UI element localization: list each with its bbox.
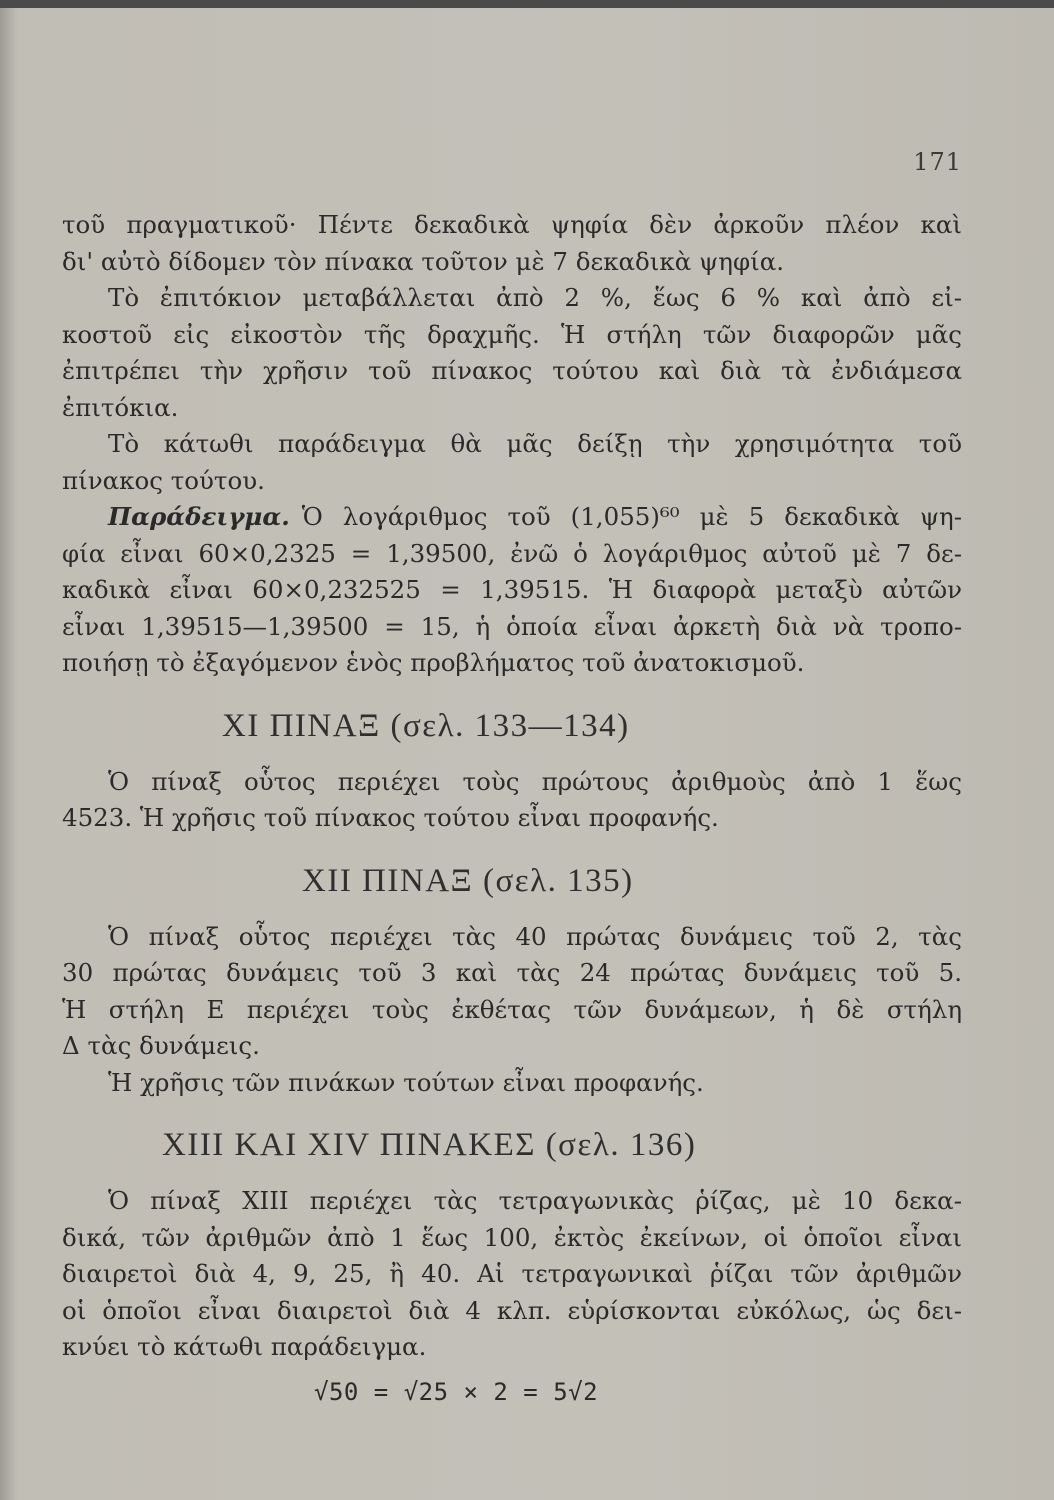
text-line: πίνακος τούτου. (62, 465, 265, 495)
page-body (62, 207, 962, 1410)
text-line: δι' αὐτὸ δίδομεν τὸν πίνακα τοῦτον μὲ 7 δεκαδικὰ ψηφία. (62, 246, 785, 276)
text-line: 30 πρώτας δυνάμεις τοῦ 3 καὶ τὰς 24 πρώτας δυνάμεις τοῦ 5. (62, 958, 962, 987)
text-line: φία εἶναι 60×0,2325 = 1,39500, ἐνῶ ὁ λογάριθμος αὐτοῦ μὲ 7 δε- (62, 538, 962, 568)
text-line: διαιρετοὶ διὰ 4, 9, 25, ἢ 40. Αἱ τετραγωνικαὶ ῥίζαι τῶν ἀριθμῶν (62, 1259, 962, 1288)
text-line: Ὁ πίναξ οὗτος περιέχει τοὺς πρώτους ἀριθμοὺς ἀπὸ 1 ἕως (108, 766, 962, 796)
text-line: Ἡ χρῆσις τῶν πινάκων τούτων εἶναι προφανής. (108, 1067, 704, 1097)
paragraph-3 (62, 426, 962, 499)
section-heading-xi: XI ΠΙΝΑΞ (σελ. 133—134) (222, 707, 630, 744)
page-number: 171 (913, 148, 962, 176)
section-heading-xii: XII ΠΙΝΑΞ (σελ. 135) (302, 862, 634, 899)
text-line: Τὸ ἐπιτόκιον μεταβάλλεται ἀπὸ 2 %, ἕως 6 % καὶ ἀπὸ εἰ- (108, 283, 962, 312)
paragraph-xiii (62, 1183, 962, 1366)
example-label: Παράδειγμα. (108, 502, 290, 531)
paragraph-xii (62, 919, 962, 1102)
text-line: δικά, τῶν ἀριθμῶν ἀπὸ 1 ἕως 100, ἐκτὸς ἐκείνων, οἱ ὁποῖοι εἶναι (62, 1222, 962, 1252)
text-line: οἱ ὁποῖοι εἶναι διαιρετοὶ διὰ 4 κλπ. εὑρίσκονται εὐκόλως, ὡς δει- (62, 1295, 962, 1325)
text-line: καδικὰ εἶναι 60×0,232525 = 1,39515. Ἡ διαφορὰ μεταξὺ αὐτῶν (62, 575, 962, 604)
text-line: Ὁ πίναξ οὗτος περιέχει τὰς 40 πρώτας δυνάμεις τοῦ 2, τὰς (108, 921, 962, 951)
text-line: εἶναι 1,39515—1,39500 = 15, ἡ ὁποία εἶναι ἀρκετὴ διὰ νὰ τροπο- (62, 611, 962, 641)
page-top-edge (0, 0, 1054, 8)
text-line (62, 499, 962, 536)
text-line: 4523. Ἡ χρῆσις τοῦ πίνακος τούτου εἶναι προφανής. (62, 803, 719, 832)
example-first-line: Ὁ λογάριθμος τοῦ (1,055)⁶⁰ μὲ 5 δεκαδικὰ ψη- (301, 502, 962, 531)
text-line: ἐπιτόκια. (62, 392, 179, 422)
section-heading-xiii-xiv: XIII ΚΑΙ XIV ΠΙΝΑΚΕΣ (σελ. 136) (162, 1127, 697, 1163)
paragraph-xi (62, 764, 962, 837)
text-line: Ὁ πίναξ XIII περιέχει τὰς τετραγωνικὰς ῥίζας, μὲ 10 δεκα- (108, 1186, 962, 1215)
text-line: Δ τὰς δυνάμεις. (62, 1031, 260, 1060)
text-line: Ἡ στήλη Ε περιέχει τοὺς ἐκθέτας τῶν δυνάμεων, ἡ δὲ στήλη (62, 994, 962, 1024)
text-line: ποιήσῃ τὸ ἐξαγόμενον ἑνὸς προβλήματος τοῦ ἀνατοκισμοῦ. (62, 648, 805, 677)
paragraph-example (62, 499, 962, 682)
text-line: κοστοῦ εἰς εἰκοστὸν τῆς δραχμῆς. Ἡ στήλη τῶν διαφορῶν μᾶς (62, 319, 962, 349)
text-line: ἐπιτρέπει τὴν χρῆσιν τοῦ πίνακος τούτου καὶ διὰ τὰ ἐνδιάμεσα (62, 356, 962, 385)
paragraph-1 (62, 207, 962, 280)
text-line: Τὸ κάτωθι παράδειγμα θὰ μᾶς δείξῃ τὴν χρησιμότητα τοῦ (108, 429, 962, 458)
text-line: τοῦ πραγματικοῦ· Πέντε δεκαδικὰ ψηφία δὲν ἀρκοῦν πλέον καὶ (62, 210, 962, 239)
text-line: κνύει τὸ κάτωθι παράδειγμα. (62, 1332, 427, 1361)
paragraph-2 (62, 280, 962, 426)
square-root-formula: √50 = √25 × 2 = 5√2 (314, 1377, 599, 1406)
